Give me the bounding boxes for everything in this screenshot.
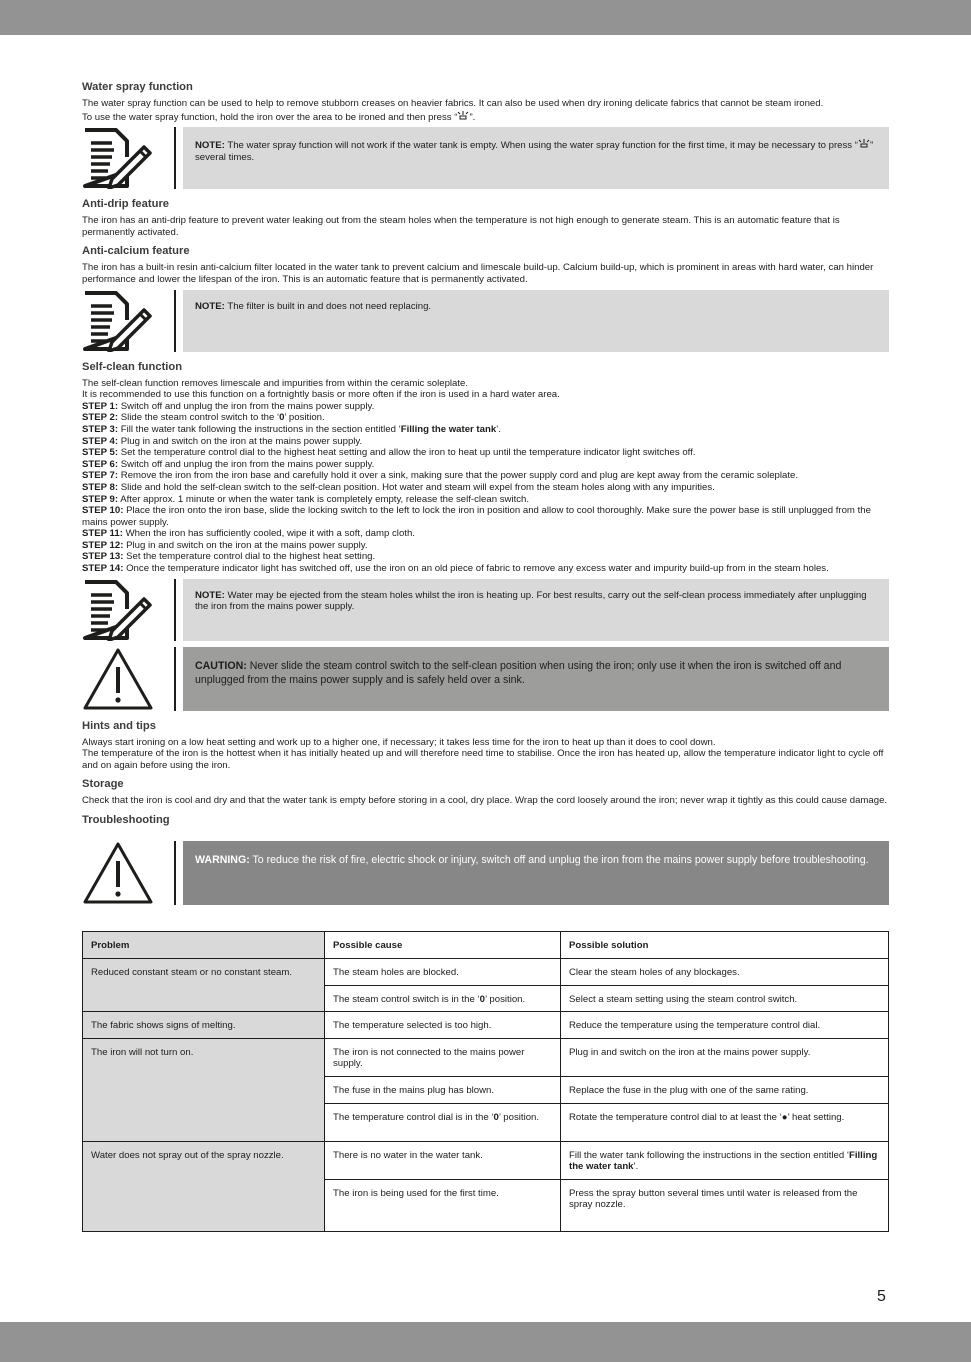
step-item: STEP 7: Remove the iron from the iron base and carefully hold it over a sink, making sure that the power supply cord and plug are kept away from the ceramic soleplate. (82, 470, 799, 482)
cause-cell: The steam holes are blocked. (325, 959, 561, 986)
note-icon (82, 579, 158, 641)
cause-cell: The temperature selected is too high. (325, 1012, 561, 1039)
table-row (83, 1012, 889, 1039)
solution-cell: Rotate the temperature control dial to at least the ‘●’ heat setting. (561, 1103, 889, 1141)
step-item: STEP 11: When the iron has sufficiently cooled, wipe it with a soft, damp cloth. (82, 528, 415, 540)
note-box (183, 127, 889, 189)
step-item: STEP 6: Switch off and unplug the iron from the mains power supply. (82, 458, 375, 470)
step-item: STEP 4: Plug in and switch on the iron at the mains power supply. (82, 435, 363, 447)
troubleshooting-heading: Troubleshooting (82, 814, 170, 827)
solution-cell: Select a steam setting using the steam control switch. (561, 985, 889, 1012)
note-label: NOTE: (195, 300, 225, 312)
anti-calcium-para: The iron has a built-in resin anti-calcium filter located in the water tank to prevent calcium and limescale build-up. Calcium build-up, which is prominent in areas with hard water, can hinder performance and lower the lifespan of the iron. This is an automatic feature that is permanently activated. (82, 262, 874, 285)
caution-body: Never slide the steam control switch to the self-clean position when using the iron; only use it when the iron is switched off and unplugged from the mains power supply and is safely held over a sink. (195, 659, 842, 686)
table-header-row (83, 932, 889, 959)
cause-cell: The temperature control dial is in the ‘0’ position. (325, 1103, 561, 1141)
warning-icon (82, 841, 158, 905)
note-body: Water may be ejected from the steam holes whilst the iron is heating up. For best results, carry out the self-clean process immediately after unplugging the iron from the mains power supply. (195, 589, 867, 613)
table-row (83, 959, 889, 986)
top-band (0, 0, 971, 35)
hints-heading: Hints and tips (82, 719, 156, 732)
solution-cell: Replace the fuse in the plug with one of the same rating. (561, 1077, 889, 1104)
step-item: STEP 5: Set the temperature control dial to the highest heat setting and allow the iron to heat up until the temperature indicator light switches off. (82, 447, 696, 459)
cause-cell: The fuse in the mains plug has blown. (325, 1077, 561, 1104)
note-divider (174, 127, 176, 189)
solution-cell: Press the spray button several times until water is released from the spray nozzle. (561, 1179, 889, 1231)
caution-text (195, 659, 877, 687)
solution-cell: Reduce the temperature using the temperature control dial. (561, 1012, 889, 1039)
caution-icon (82, 647, 158, 711)
solution-cell: Clear the steam holes of any blockages. (561, 959, 889, 986)
water-spray-heading: Water spray function (82, 81, 193, 93)
warning-box (183, 841, 889, 905)
self-clean-intro-2: It is recommended to use this function on a fortnightly basis or more often if the iron is used in a hard water area. (82, 389, 560, 401)
note-icon (82, 290, 158, 352)
problem-cell: The fabric shows signs of melting. (83, 1012, 325, 1039)
table-row (83, 1038, 889, 1076)
storage-heading: Storage (82, 778, 124, 791)
step-item: STEP 8: Slide and hold the self-clean switch to the self-clean position. Hot water and steam will expel from the steam holes along with any impurities. (82, 481, 715, 493)
anti-drip-para: The iron has an anti-drip feature to prevent water leaking out from the steam holes when the temperature is not high enough to generate steam. This is an automatic feature that is permanently activated. (82, 215, 840, 238)
page-content (82, 80, 889, 1232)
note-box (183, 579, 889, 641)
problem-cell: The iron will not turn on. (83, 1038, 325, 1141)
cause-cell: The steam control switch is in the ‘0’ position. (325, 985, 561, 1012)
self-clean-heading: Self-clean function (82, 360, 183, 373)
self-clean-steps (82, 401, 889, 575)
storage-para: Check that the iron is cool and dry and that the water tank is empty before storing in a cool, dry place. Wrap the cord loosely around the iron; never wrap it tightly as this could cause damage. (82, 795, 888, 807)
caution-self-clean (82, 647, 889, 711)
cause-cell: The iron is being used for the first time. (325, 1179, 561, 1231)
step-item: STEP 2: Slide the steam control switch to the ‘0’ position. (82, 412, 325, 424)
cause-cell: There is no water in the water tank. (325, 1141, 561, 1179)
note-text: NOTE: The water spray function will not work if the water tank is empty. When using the water spray function for the first time, it may be necessary to press “ ” several times. (195, 140, 874, 163)
header-solution: Possible solution (561, 932, 889, 959)
caution-label: CAUTION: (195, 659, 247, 672)
warning-divider (174, 841, 176, 905)
water-spray-para-2: To use the water spray function, hold the iron over the area to be ironed and then press “ ”. (82, 111, 476, 123)
solution-cell: Plug in and switch on the iron at the mains power supply. (561, 1038, 889, 1076)
note-anti-calcium (82, 290, 889, 352)
warning-text (195, 853, 877, 867)
solution-cell: Fill the water tank following the instructions in the section entitled ‘Filling the water tank’. (561, 1141, 889, 1179)
note-label: NOTE: (195, 140, 225, 152)
note-water-spray (82, 127, 889, 189)
step-item: STEP 3: Fill the water tank following the instructions in the section entitled ‘Filling the water tank’. (82, 423, 501, 435)
problem-cell: Water does not spray out of the spray nozzle. (83, 1141, 325, 1231)
step-item: STEP 1: Switch off and unplug the iron from the mains power supply. (82, 400, 375, 412)
anti-calcium-heading: Anti-calcium feature (82, 245, 190, 258)
step-item: STEP 10: Place the iron onto the iron base, slide the locking switch to the left to lock the iron in position and allow to cool thoroughly. Make sure the power base is still unplugged from the mains power supply. (82, 505, 871, 528)
step-item: STEP 12: Plug in and switch on the iron at the mains power supply. (82, 539, 368, 551)
troubleshooting-table (82, 931, 889, 1232)
header-cause: Possible cause (325, 932, 561, 959)
hints-para-1: Always start ironing on a low heat setting and work up to a higher one, if necessary; it takes less time for the iron to heat up than it does to cool down. (82, 736, 716, 748)
note-divider (174, 579, 176, 641)
note-text (195, 590, 877, 613)
spray-icon (858, 138, 870, 148)
note-icon (82, 127, 158, 189)
spray-icon (457, 110, 469, 120)
warning-label: WARNING: (195, 854, 250, 867)
note-text (195, 301, 877, 313)
self-clean-intro-1: The self-clean function removes limescale and impurities from within the ceramic soleplate. (82, 377, 469, 389)
caution-divider (174, 647, 176, 711)
note-label: NOTE: (195, 589, 225, 601)
step-item: STEP 14: Once the temperature indicator light has switched off, use the iron on an old piece of fabric to remove any excess water and impurity build-up from in the steam holes. (82, 563, 829, 575)
note-divider (174, 290, 176, 352)
page-number: 5 (877, 1288, 886, 1305)
anti-drip-heading: Anti-drip feature (82, 198, 170, 211)
note-box (183, 290, 889, 352)
warning-troubleshooting (82, 841, 889, 905)
bottom-band (0, 1322, 971, 1362)
note-body: The filter is built in and does not need replacing. (227, 300, 432, 312)
problem-cell: Reduced constant steam or no constant steam. (83, 959, 325, 1012)
cause-cell: The iron is not connected to the mains power supply. (325, 1038, 561, 1076)
hints-para-2: The temperature of the iron is the hottest when it has initially heated up and will therefore need time to stabilise. Once the iron has heated up, allow the temperature indicator light to cycle off and on again before using the iron. (82, 748, 884, 771)
water-spray-para-1: The water spray function can be used to help to remove stubborn creases on heavier fabrics. It can also be used when dry ironing delicate fabrics that cannot be steam ironed. (82, 98, 824, 109)
warning-body: To reduce the risk of fire, electric shock or injury, switch off and unplug the iron from the mains power supply before troubleshooting. (252, 854, 869, 867)
caution-box (183, 647, 889, 711)
header-problem: Problem (83, 932, 325, 959)
note-self-clean (82, 579, 889, 641)
step-item: STEP 9: After approx. 1 minute or when the water tank is completely empty, release the self-clean switch. (82, 493, 530, 505)
table-row (83, 1141, 889, 1179)
step-item: STEP 13: Set the temperature control dial to the highest heat setting. (82, 551, 376, 563)
